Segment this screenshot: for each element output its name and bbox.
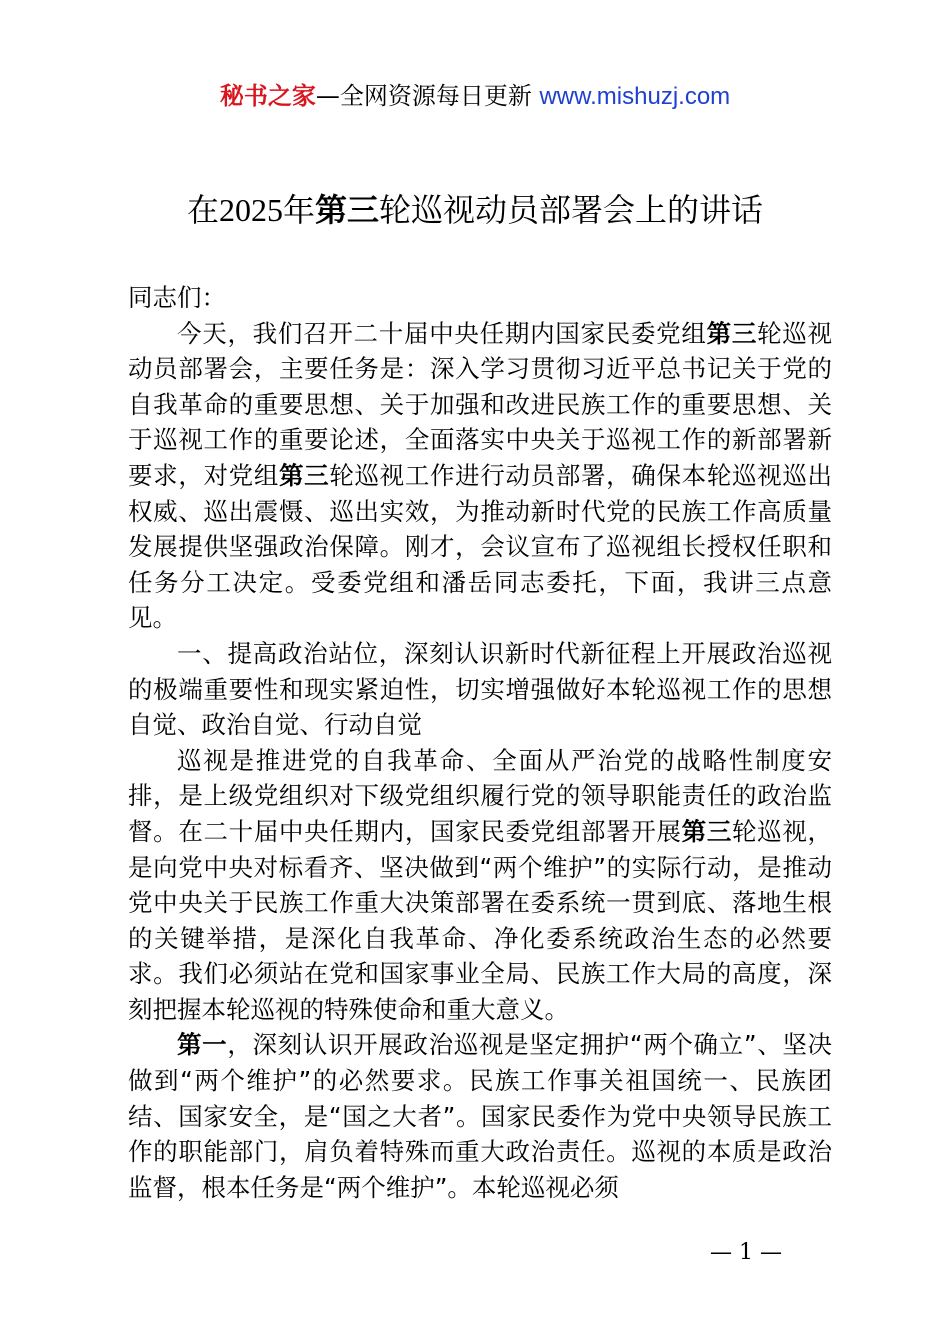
brand-name: 秘书之家 (219, 82, 316, 110)
title-prefix: 在 (186, 191, 219, 229)
text-run: 轮巡视，是向党中央对标看齐、坚决做到“两个维护”的实际行动，是推动党中央关于民族工作重大决策部署在委系统一贯到底、落地生根的关键举措，是深化自我革命、净化委系统政治生态的必然要求。我们必须站在党和国家事业全局、民族工作大局的高度，深刻把握本轮巡视的特殊使命和重大意义。 (128, 816, 833, 1024)
site-banner (0, 80, 950, 113)
text-run: ，深刻认识开展政治巡视是坚定拥护“两个确立”、坚决做到“两个维护”的必然要求。民族工作事关祖国统一、民族团结、国家安全，是“国之大者”。国家民委作为党中央领导民族工作的职能部门，肩负着特殊而重大政治责任。巡视的本质是政治监督，根本任务是“两个维护”。本轮巡视必须 (128, 1030, 833, 1202)
bold-run: 第一 (177, 1030, 228, 1060)
page-number: — 1 — (710, 1240, 782, 1265)
text-run: 轮巡视动员部署会，主要任务是：深入学习贯彻习近平总书记关于党的自我革命的重要思想、关于加强和改进民族工作的重要思想、关于巡视工作的重要论述，全面落实中央关于巡视工作的新部署新要求，对党组 (128, 318, 833, 490)
title-year: 2025 (218, 192, 283, 228)
title-mid: 年 (282, 191, 315, 229)
bold-run: 第三 (279, 460, 330, 490)
paragraph-2 (128, 743, 832, 1028)
banner-tagline: —全网资源每日更新 (315, 82, 540, 110)
bold-run: 第三 (706, 318, 758, 348)
site-url-link[interactable]: www.mishuzj.com (539, 83, 731, 110)
section-heading-1: 一、提高政治站位，深刻认识新时代新征程上开展政治巡视的极端重要性和现实紧迫性，切实增强做好本轮巡视工作的思想自觉、政治自觉、行动自觉 (128, 638, 832, 740)
paragraph-intro (128, 316, 832, 636)
paragraph-3 (128, 1027, 832, 1205)
salutation: 同志们： (128, 283, 226, 312)
text-run: 今天，我们召开二十届中央任期内国家民委党组 (177, 318, 707, 348)
document-title (0, 188, 950, 232)
title-bold: 第三 (315, 191, 380, 229)
text-run: 巡视是推进党的自我革命、全面从严治党的战略性制度安排，是上级党组织对下级党组织履行党的领导职能责任的政治监督。在二十届中央任期内，国家民委党组部署开展 (128, 745, 832, 846)
document-body (128, 280, 832, 1205)
title-rest: 轮巡视动员部署会上的讲话 (379, 191, 764, 229)
bold-run: 第三 (681, 816, 733, 846)
text-run: 轮巡视工作进行动员部署，确保本轮巡视巡出权威、巡出震慑、巡出实效，为推动新时代党的民族工作高质量发展提供坚强政治保障。刚才，会议宣布了巡视组长授权任职和任务分工决定。受委党组和潘岳同志委托，下面，我讲三点意见。 (128, 460, 833, 633)
